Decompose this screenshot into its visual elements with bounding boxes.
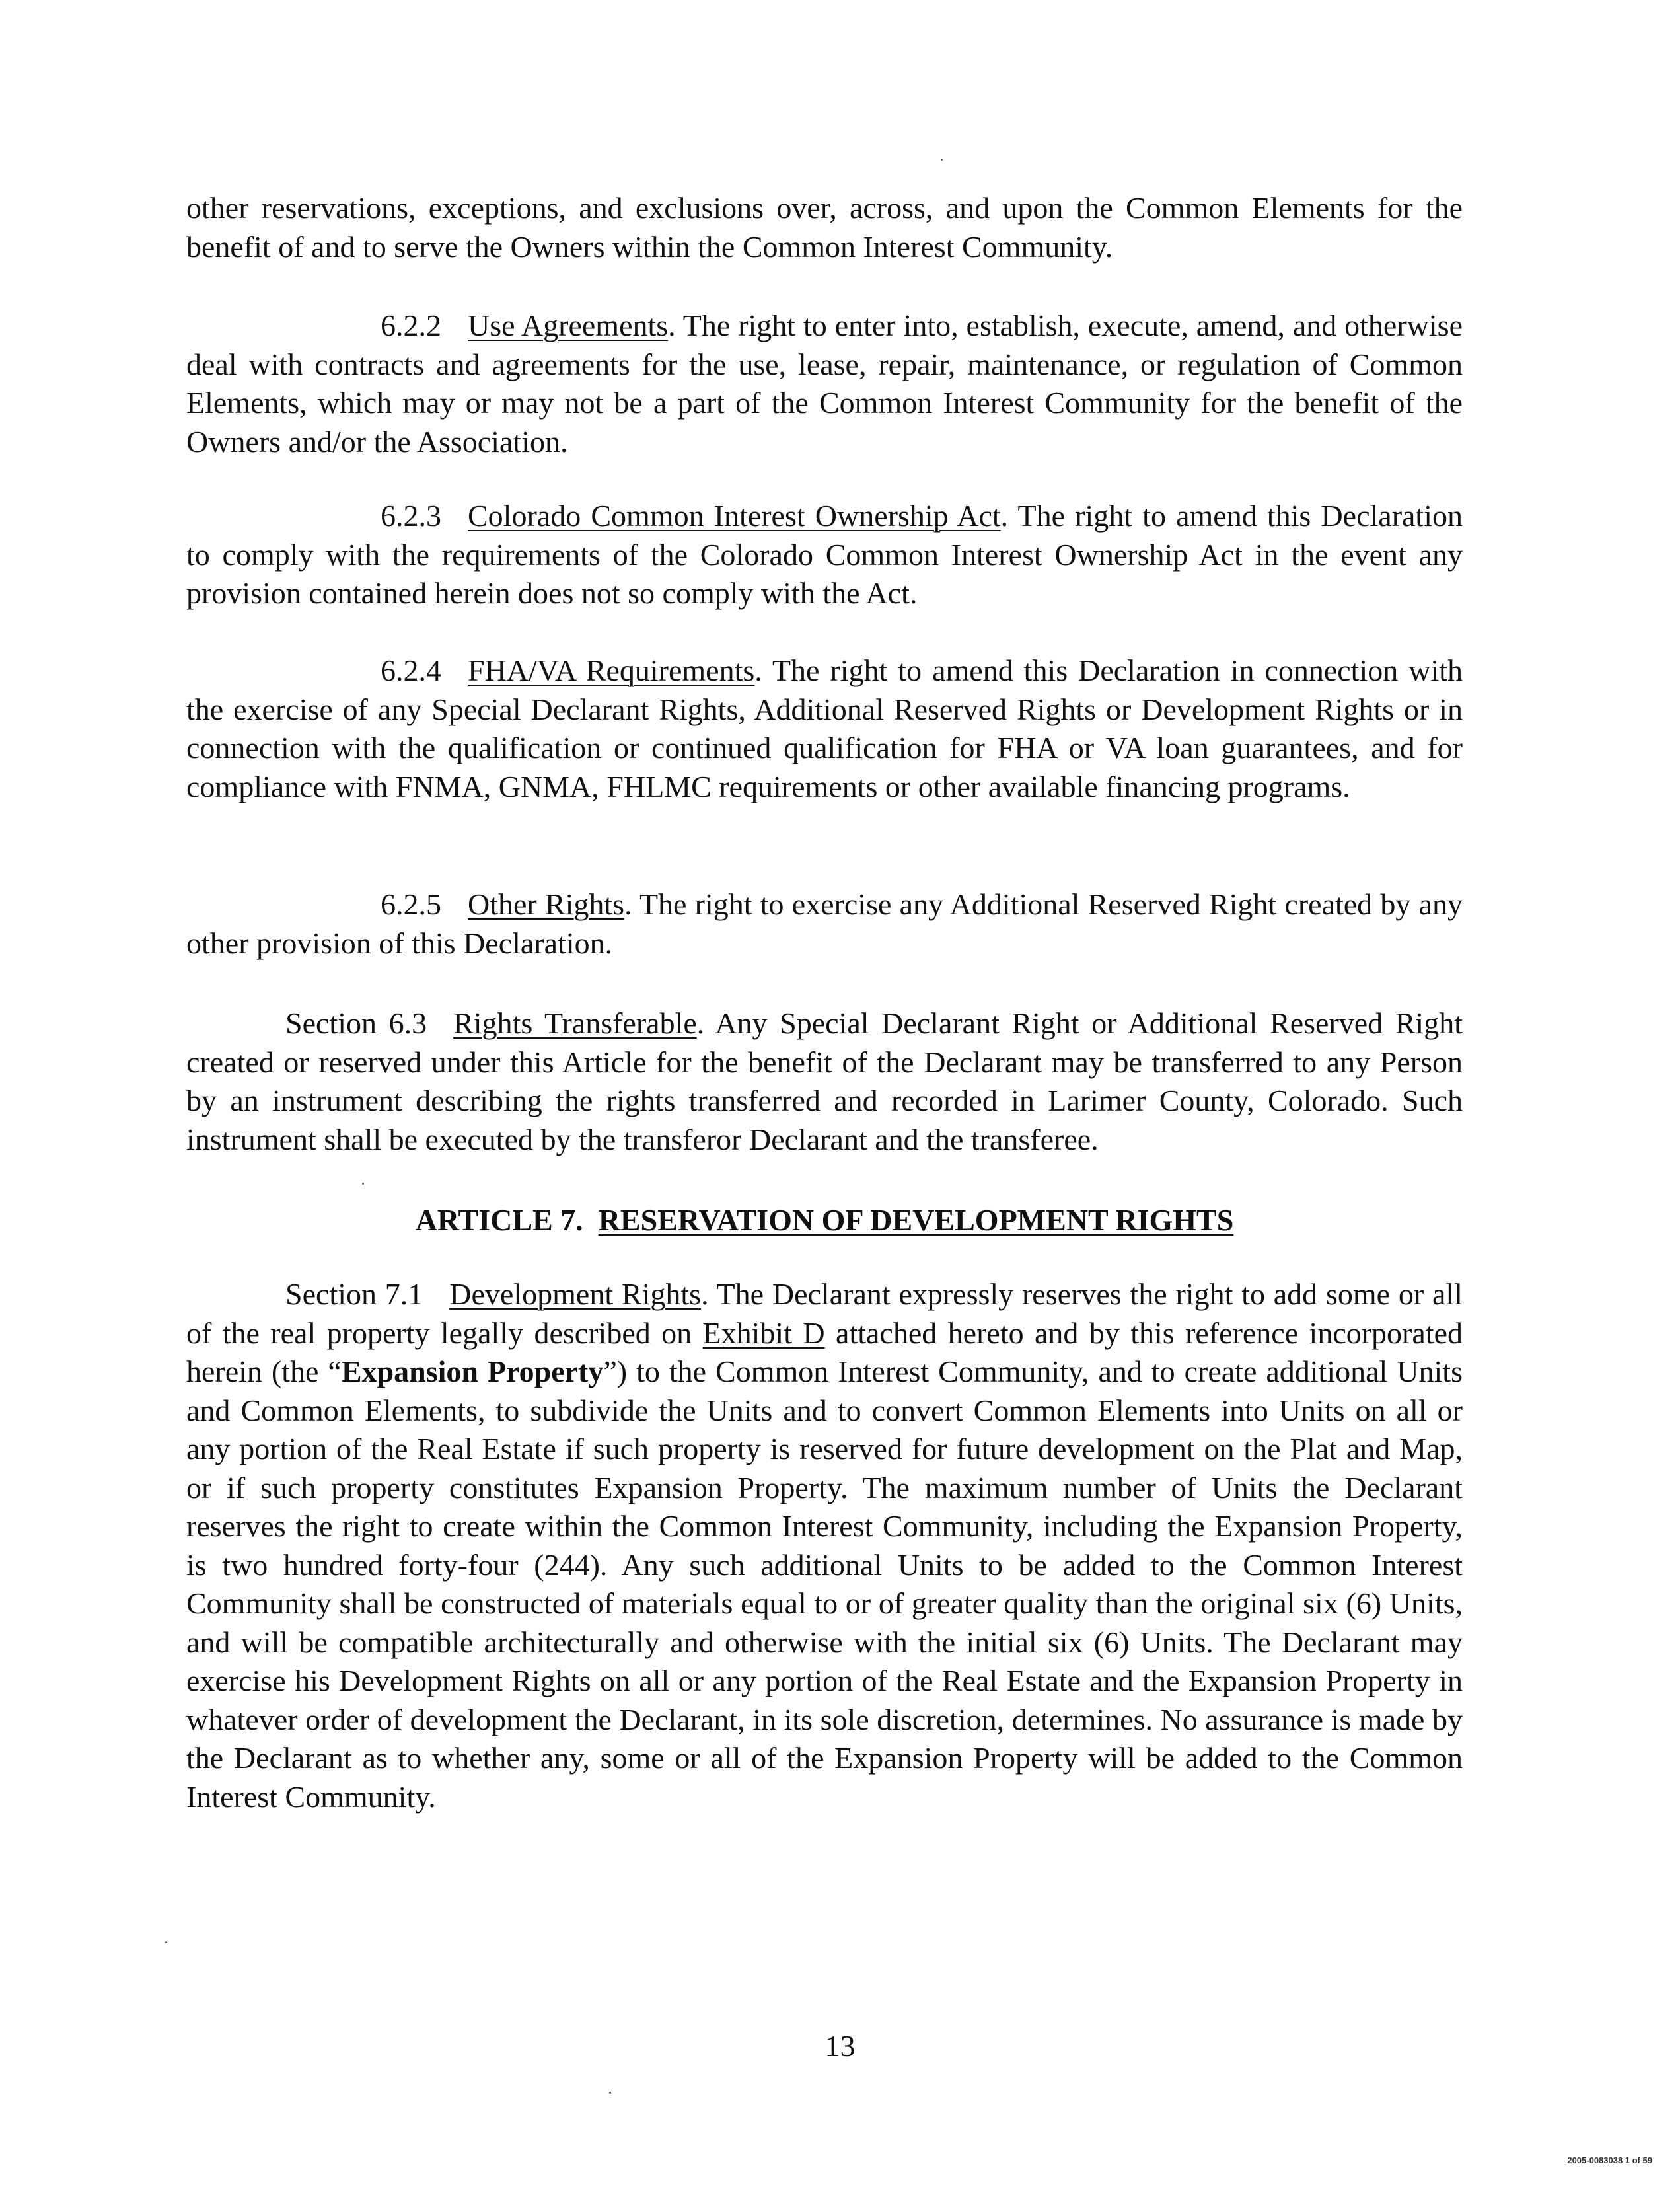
- page-number: 13: [824, 2029, 856, 2063]
- article-label: ARTICLE 7.: [415, 1203, 583, 1237]
- section-number: 6.2.2: [381, 309, 441, 342]
- section-6-2-3: 6.2.3 Colorado Common Interest Ownership Act. The right to amend this Declaration to comply with the requirements of the Colorado Common Interest Ownership Act in the event any provision contained herein does not so comply with the Act.: [186, 499, 1463, 610]
- exhibit-reference: Exhibit D: [702, 1315, 825, 1350]
- scan-speck: [165, 1941, 167, 1943]
- section-body: The right to exercise any Additional Reserved Right created by any other provision of this Declaration.: [186, 887, 1463, 960]
- section-heading: Use Agreements: [468, 309, 669, 342]
- section-heading: FHA/VA Requirements: [468, 653, 755, 687]
- section-body-a: The Declarant expressly reserves the right to add some or all of the real property legally described on: [186, 1277, 1463, 1350]
- section-number: 6.2.5: [381, 887, 441, 921]
- section-body: The right to enter into, establish, execute, amend, and otherwise deal with contracts and agreements for the use, lease, repair, maintenance, or regulation of Common Elements, which may or may not be a part of the Common Interest Community for the benefit of the Owners and/or the Association.: [186, 309, 1463, 459]
- section-6-3: Section 6.3 Rights Transferable. Any Special Declarant Right or Additional Reserved Right created or reserved under this Article for the benefit of the Declarant may be transferred to any Person by an instrument describing the rights transferred and recorded in Larimer County, Colorado. Such instrument shall be executed by the transferor Declarant and the transferee.: [186, 1006, 1463, 1156]
- section-body: Any Special Declarant Right or Additional Reserved Right created or reserved under this Article for the benefit of the Declarant may be transferred to any Person by an instrument describing the rights transferred and recorded in Larimer County, Colorado. Such instrument shall be executed by the transferor Declarant and the transferee.: [186, 1006, 1463, 1156]
- section-body: The right to amend this Declaration in connection with the exercise of any Special Declarant Rights, Additional Reserved Rights or Development Rights or in connection with the qualification or continued qualification for FHA or VA loan guarantees, and for compliance with FNMA, GNMA, FHLMC requirements or other available financing programs.: [186, 653, 1463, 803]
- section-heading: Other Rights: [468, 887, 625, 921]
- article-title: RESERVATION OF DEVELOPMENT RIGHTS: [598, 1203, 1234, 1237]
- article-heading: [186, 1201, 1463, 1240]
- section-body-b: attached hereto and by this reference incorporated herein (the “: [186, 1315, 1463, 1388]
- section-number: 6.2.3: [381, 499, 441, 533]
- scan-speck: [941, 159, 943, 161]
- paragraph-continuation: other reservations, exceptions, and exclusions over, across, and upon the Common Elements for the benefit of and to serve the Owners within the Common Interest Community.: [186, 191, 1463, 264]
- scan-speck: [609, 2092, 611, 2094]
- section-number: Section 6.3: [285, 1006, 427, 1040]
- section-body: The right to amend this Declaration to comply with the requirements of the Colorado Common Interest Ownership Act in the event any provision contained herein does not so comply with the Act.: [186, 499, 1463, 610]
- section-heading: Colorado Common Interest Ownership Act: [468, 499, 1001, 533]
- section-heading: Rights Transferable: [453, 1006, 697, 1040]
- section-number: Section 7.1: [285, 1277, 423, 1311]
- section-7-1: Section 7.1 Development Rights. The Declarant expressly reserves the right to add some or all of the real property legally described on Exhibit D attached hereto and by this reference incorporated herein (the “Expansion Property”) to the Common Interest Community, and to create additional Units and Common Elements, to subdivide the Units and to convert Common Elements into Units on all or any portion of the Real Estate if such property is reserved for future development on the Plat and Map, or if such property constitutes Expansion Property. The maximum number of Units the Declarant reserves the right to create within the Common Interest Community, including the Expansion Property, is two hundred forty-four (244). Any such additional Units to be added to the Common Interest Community shall be constructed of materials equal to or of greater quality than the original six (6) Units, and will be compatible architecturally and otherwise with the initial six (6) Units. The Declarant may exercise his Development Rights on all or any portion of the Real Estate and the Expansion Property in whatever order of development the Declarant, in its sole discretion, determines. No assurance is made by the Declarant as to whether any, some or all of the Expansion Property will be added to the Common Interest Community.: [186, 1277, 1463, 1814]
- section-body-c: ”) to the Common Interest Community, and to create additional Units and Common Elements, to subdivide the Units and to convert Common Elements into Units on all or any portion of the Real Estate if such property is reserved for future development on the Plat and Map, or if such property constitutes Expansion Property. The maximum number of Units the Declarant reserves the right to create within the Common Interest Community, including the Expansion Property, is two hundred forty-four (244). Any such additional Units to be added to the Common Interest Community shall be constructed of materials equal to or of greater quality than the original six (6) Units, and will be compatible architecturally and otherwise with the initial six (6) Units. The Declarant may exercise his Development Rights on all or any portion of the Real Estate and the Expansion Property in whatever order of development the Declarant, in its sole discretion, determines. No assurance is made by the Declarant as to whether any, some or all of the Expansion Property will be added to the Common Interest Community.: [186, 1354, 1463, 1814]
- section-number: 6.2.4: [381, 653, 441, 687]
- recording-stamp: 2005-0083038 1 of 59: [1567, 2155, 1652, 2165]
- scan-speck: [362, 1183, 364, 1185]
- section-6-2-2: 6.2.2 Use Agreements. The right to enter into, establish, execute, amend, and otherwise deal with contracts and agreements for the use, lease, repair, maintenance, or regulation of Common Elements, which may or may not be a part of the Common Interest Community for the benefit of the Owners and/or the Association.: [186, 309, 1463, 459]
- section-6-2-5: 6.2.5 Other Rights. The right to exercise any Additional Reserved Right created by any other provision of this Declaration.: [186, 887, 1463, 960]
- section-6-2-4: 6.2.4 FHA/VA Requirements. The right to amend this Declaration in connection with the exercise of any Special Declarant Rights, Additional Reserved Rights or Development Rights or in connection with the qualification or continued qualification for FHA or VA loan guarantees, and for compliance with FNMA, GNMA, FHLMC requirements or other available financing programs.: [186, 653, 1463, 803]
- defined-term: Expansion Property: [341, 1354, 604, 1388]
- section-heading: Development Rights: [449, 1277, 702, 1311]
